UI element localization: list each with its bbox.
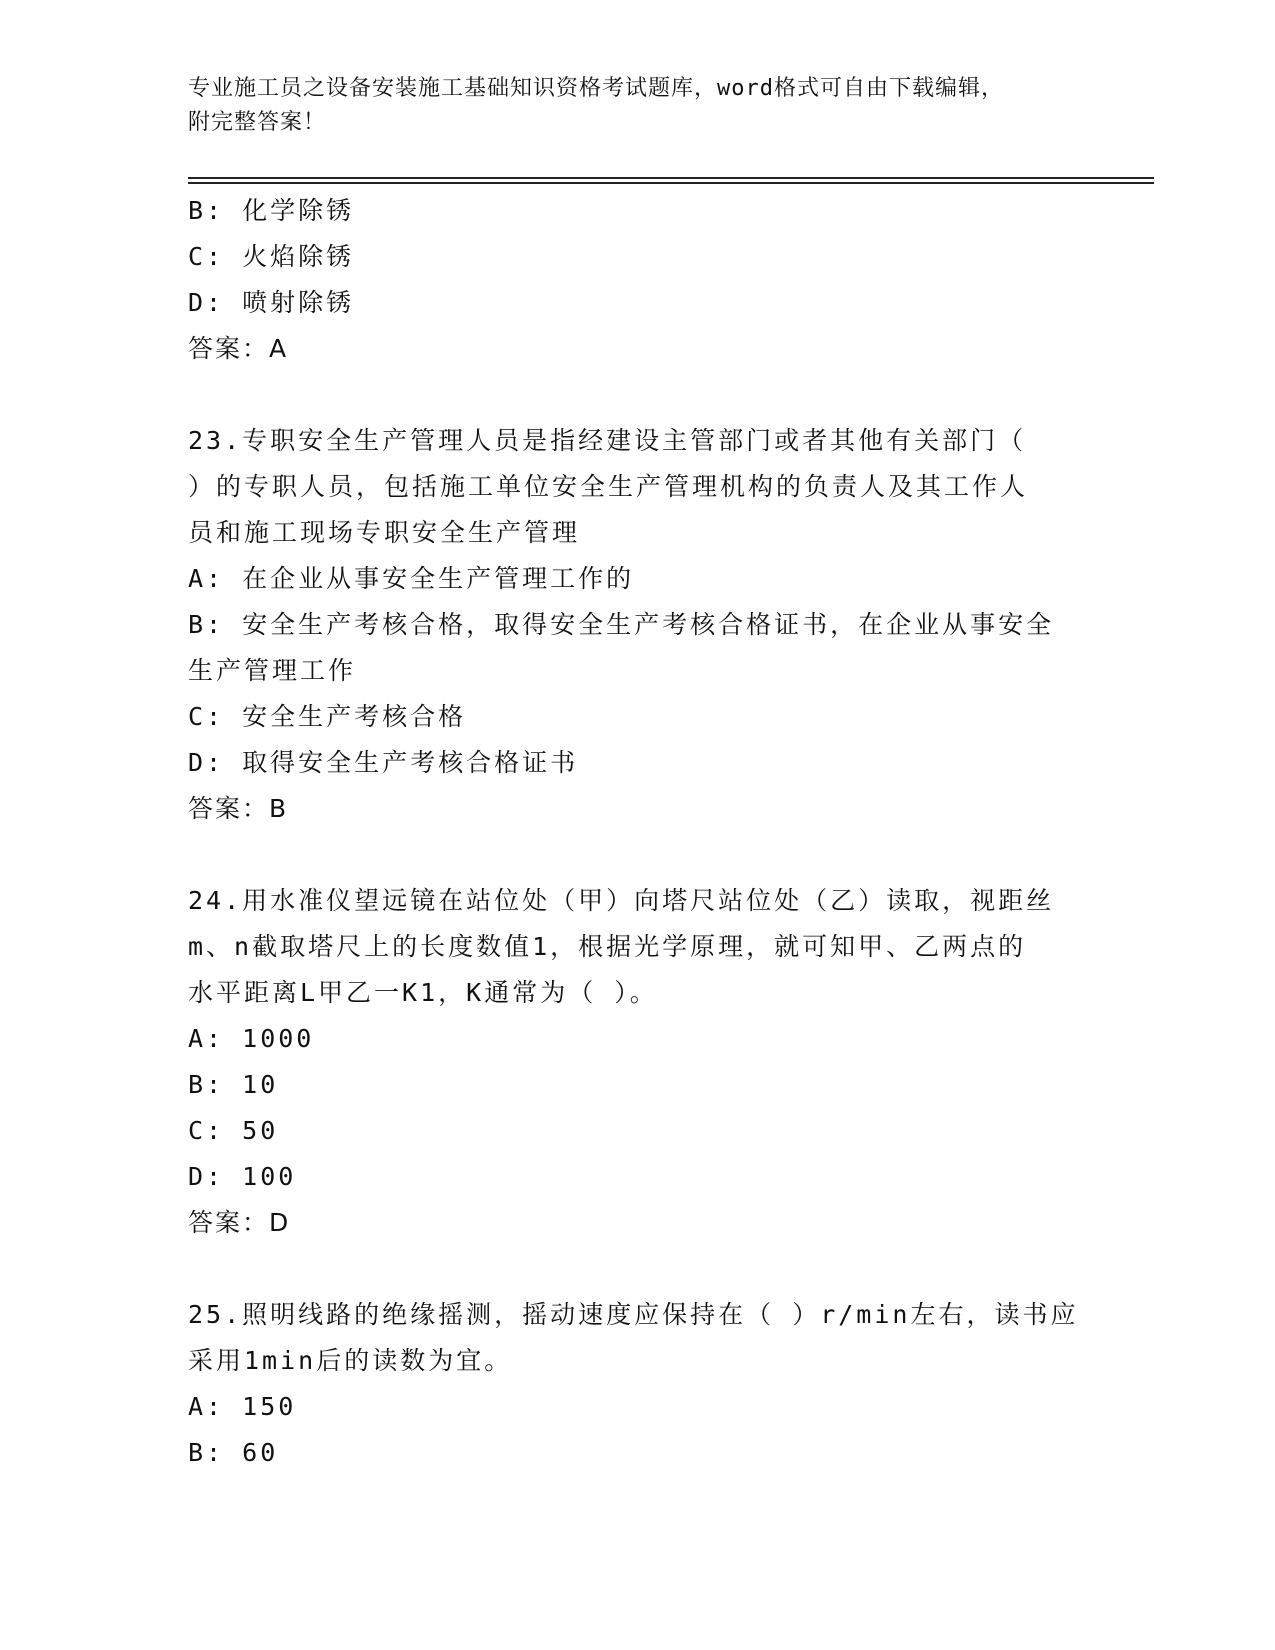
question-stem-line: 23.专职安全生产管理人员是指经建设主管部门或者其他有关部门（: [188, 426, 1027, 455]
header-line-1: 专业施工员之设备安装施工基础知识资格考试题库，word格式可自由下载编辑，: [188, 76, 1004, 101]
option-b: B: 60: [188, 1438, 279, 1467]
question-25: [188, 1292, 1088, 1476]
option-b: B: 10: [188, 1070, 279, 1099]
spacer: [188, 832, 1088, 878]
option-a: A: 150: [188, 1392, 297, 1421]
option-c: C: 火焰除锈: [188, 242, 355, 271]
question-23: [188, 418, 1088, 832]
header-divider-top: [188, 177, 1154, 179]
header-divider-bottom: [188, 182, 1154, 184]
option-c: C: 50: [188, 1116, 279, 1145]
question-stem-line: 25.照明线路的绝缘摇测，摇动速度应保持在（ ）r/min左右，读书应: [188, 1300, 1079, 1329]
answer: 答案：B: [188, 794, 289, 823]
spacer: [188, 1246, 1088, 1292]
option-d: D: 取得安全生产考核合格证书: [188, 748, 579, 777]
question-stem-line: 24.用水准仪望远镜在站位处（甲）向塔尺站位处（乙）读取，视距丝: [188, 886, 1055, 915]
header-line-2: 附完整答案！: [188, 110, 327, 135]
option-d: D: 喷射除锈: [188, 288, 355, 317]
question-22: [188, 188, 1088, 372]
question-stem-line: 采用1min后的读数为宜。: [188, 1346, 513, 1375]
question-stem-line: ）的专职人员，包括施工单位安全生产管理机构的负责人及其工作人: [188, 472, 1029, 501]
question-stem-line: 员和施工现场专职安全生产管理: [188, 518, 581, 547]
question-24: [188, 878, 1088, 1246]
question-stem-line: 水平距离L甲乙一K1，K通常为（ ）。: [188, 978, 658, 1007]
question-stem-line: m、n截取塔尺上的长度数值1，根据光学原理，就可知甲、乙两点的: [188, 932, 1027, 961]
document-header: [188, 72, 1088, 140]
answer: 答案：D: [188, 1208, 291, 1237]
option-b-continued: 生产管理工作: [188, 656, 357, 685]
option-a: A: 1000: [188, 1024, 315, 1053]
answer: 答案：A: [188, 334, 289, 363]
option-d: D: 100: [188, 1162, 297, 1191]
option-b: B: 安全生产考核合格，取得安全生产考核合格证书，在企业从事安全: [188, 610, 1055, 639]
option-a: A: 在企业从事安全生产管理工作的: [188, 564, 635, 593]
option-c: C: 安全生产考核合格: [188, 702, 467, 731]
spacer: [188, 372, 1088, 418]
question-content: [188, 188, 1088, 1476]
option-b: B: 化学除锈: [188, 196, 355, 225]
